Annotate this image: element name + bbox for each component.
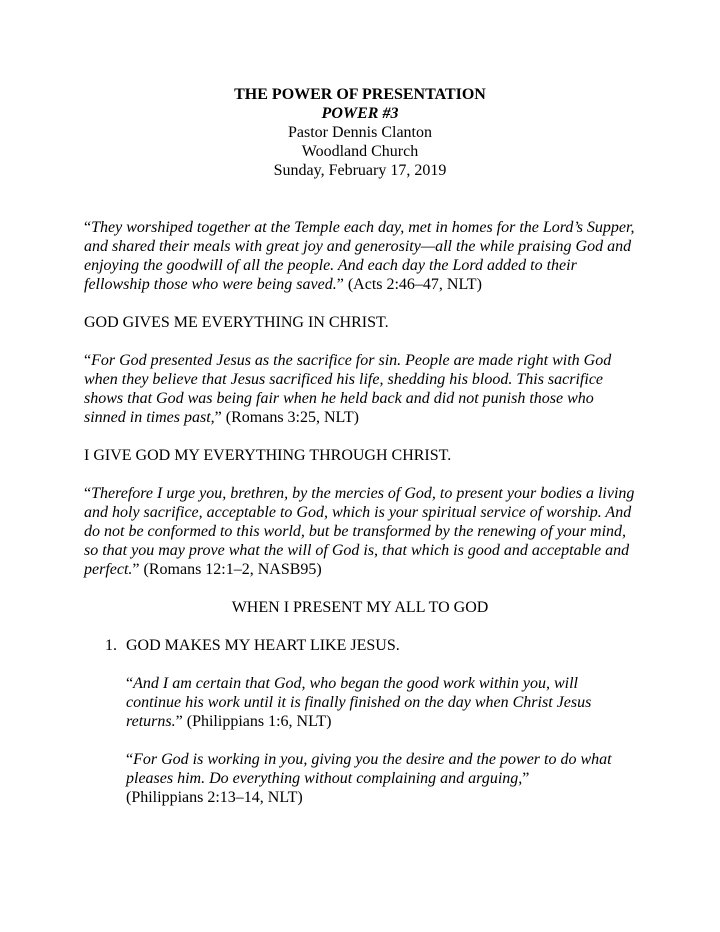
sermon-point-1: GOD GIVES ME EVERYTHING IN CHRIST. bbox=[84, 314, 389, 331]
scripture-text: For God presented Jesus as the sacrifice for sin. People are made right with God when they believe that Jesus sacrificed his life, shedding his blood. This sacrifice shows that God was being fair when he held back and did not punish those who sinned in times past, bbox=[84, 352, 612, 426]
section-heading: WHEN I PRESENT MY ALL TO GOD bbox=[231, 599, 489, 616]
church-name: Woodland Church bbox=[301, 143, 419, 160]
scripture-text: For God is working in you, giving you the desire and the power to do what pleases him. Do everything without complaining and arguing, bbox=[126, 751, 612, 787]
scripture-reference: (Philippians 1:6, NLT) bbox=[182, 713, 332, 730]
open-quote: “ bbox=[126, 675, 134, 692]
list-number: 1. bbox=[105, 637, 117, 654]
scripture-reference: (Romans 3:25, NLT) bbox=[221, 409, 359, 426]
scripture-reference: (Philippians 2:13–14, NLT) bbox=[126, 789, 303, 806]
close-quote: ” bbox=[132, 561, 140, 578]
scripture-reference: (Romans 12:1–2, NASB95) bbox=[139, 561, 322, 578]
sermon-point-2: I GIVE GOD MY EVERYTHING THROUGH CHRIST. bbox=[84, 447, 452, 464]
scripture-passage-romans-3 bbox=[84, 351, 636, 427]
sermon-date: Sunday, February 17, 2019 bbox=[273, 162, 447, 179]
list-item bbox=[84, 636, 636, 655]
scripture-reference: (Acts 2:46–47, NLT) bbox=[343, 276, 482, 293]
close-quote: ” bbox=[175, 713, 183, 730]
open-quote: “ bbox=[84, 352, 92, 369]
pastor-name: Pastor Dennis Clanton bbox=[288, 124, 432, 141]
sermon-title: THE POWER OF PRESENTATION bbox=[234, 86, 486, 103]
open-quote: “ bbox=[84, 219, 92, 236]
list-item-heading: GOD MAKES MY HEART LIKE JESUS. bbox=[126, 637, 400, 654]
scripture-passage-acts bbox=[84, 218, 636, 294]
open-quote: “ bbox=[84, 485, 92, 502]
open-quote: “ bbox=[126, 751, 134, 768]
numbered-list bbox=[84, 636, 636, 807]
scripture-text: Therefore I urge you, brethren, by the mercies of God, to present your bodies a living and holy sacrifice, acceptable to God, which is your spiritual service of worship. And do not be conformed to this world, but be transformed by the renewing of your mind, so that you may prove what the will of God is, that which is good and acceptable and perfect. bbox=[84, 485, 635, 578]
scripture-text: They worshiped together at the Temple each day, met in homes for the Lord’s Supper, and shared their meals with great joy and generosity—all the while praising God and enjoying the goodwill of all the people. And each day the Lord added to their fellowship those who were being saved. bbox=[84, 219, 635, 293]
scripture-passage-philippians-1 bbox=[84, 674, 636, 731]
close-quote: ” bbox=[336, 276, 344, 293]
close-quote: ” bbox=[214, 409, 222, 426]
close-quote: ” bbox=[522, 770, 530, 787]
sermon-header bbox=[84, 85, 636, 180]
sermon-subtitle: POWER #3 bbox=[321, 105, 399, 122]
scripture-text: And I am certain that God, who began the good work within you, will continue his work until it is finally finished on the day when Christ Jesus returns. bbox=[126, 675, 592, 730]
scripture-passage-romans-12 bbox=[84, 484, 636, 579]
scripture-passage-philippians-2 bbox=[84, 750, 636, 807]
